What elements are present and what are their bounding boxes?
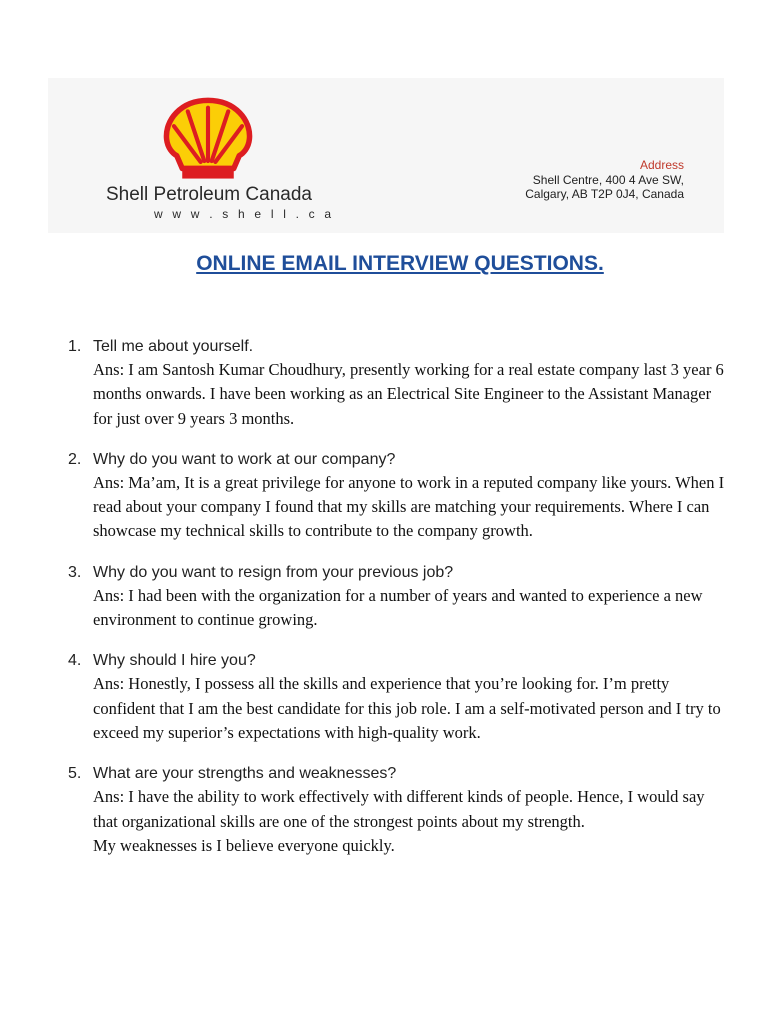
question-item (68, 336, 728, 431)
question-heading (68, 650, 728, 672)
shell-pecten-logo-icon (162, 96, 254, 182)
answer-text: Ans: I am Santosh Kumar Choudhury, presently working for a real estate company last 3 year 6 months onwards. I have been working as an Electrical Site Engineer to the Assistant Manager for just over 9 years 3 months. (93, 360, 724, 428)
address-block (525, 158, 684, 202)
question-text: Why do you want to resign from your previous job? (93, 563, 454, 581)
answer-block (68, 358, 728, 431)
question-heading (68, 763, 728, 785)
question-text: Why should I hire you? (93, 652, 256, 670)
question-text: Why do you want to work at our company? (93, 450, 396, 468)
question-item (68, 763, 728, 858)
company-website: w w w . s h e l l . c a (154, 207, 335, 221)
address-line-1: Shell Centre, 400 4 Ave SW, (532, 172, 684, 187)
question-item (68, 449, 728, 544)
question-number: 1. (68, 338, 82, 355)
question-heading (68, 336, 728, 358)
address-label: Address (639, 158, 684, 172)
question-list (68, 336, 728, 876)
letterhead-band (48, 78, 724, 233)
question-number: 2. (68, 450, 82, 468)
company-name: Shell Petroleum Canada (106, 184, 312, 205)
answer-block (68, 785, 728, 858)
question-text: Tell me about yourself. (93, 338, 254, 355)
answer-block (68, 672, 728, 745)
question-heading (68, 562, 728, 584)
answer-text: Ans: I have the ability to work effectively with different kinds of people. Hence, I would say that organizational skills are one of the strongest points about my strength. (93, 787, 705, 831)
answer-text: Ans: Ma’am, It is a great privilege for anyone to work in a reputed company like yours. When I read about your company I found that my skills are matching your requirements. Where I can showcase my technical skills to contribute to the company growth. (93, 472, 725, 541)
answer-block (68, 471, 728, 544)
question-heading (68, 449, 728, 471)
question-text: What are your strengths and weaknesses? (93, 765, 397, 783)
answer-text: Ans: I had been with the organization for a number of years and wanted to experience a new environment to continue growing. (93, 585, 703, 630)
answer-text: Ans: Honestly, I possess all the skills and experience that you’re looking for. I’m pretty confident that I am the best candidate for this job role. I am a self-motivated person and I try to exceed my superior’s expectations with high-quality work. (93, 674, 721, 742)
document-title: ONLINE EMAIL INTERVIEW QUESTIONS. (196, 252, 604, 275)
question-number: 4. (68, 652, 82, 670)
question-number: 3. (68, 563, 82, 581)
question-item (68, 650, 728, 745)
question-item (68, 562, 728, 633)
address-line-2: Calgary, AB T2P 0J4, Canada (525, 187, 684, 201)
answer-block (68, 584, 728, 633)
answer-text: My weaknesses is I believe everyone quickly. (93, 835, 395, 855)
question-number: 5. (68, 765, 82, 783)
